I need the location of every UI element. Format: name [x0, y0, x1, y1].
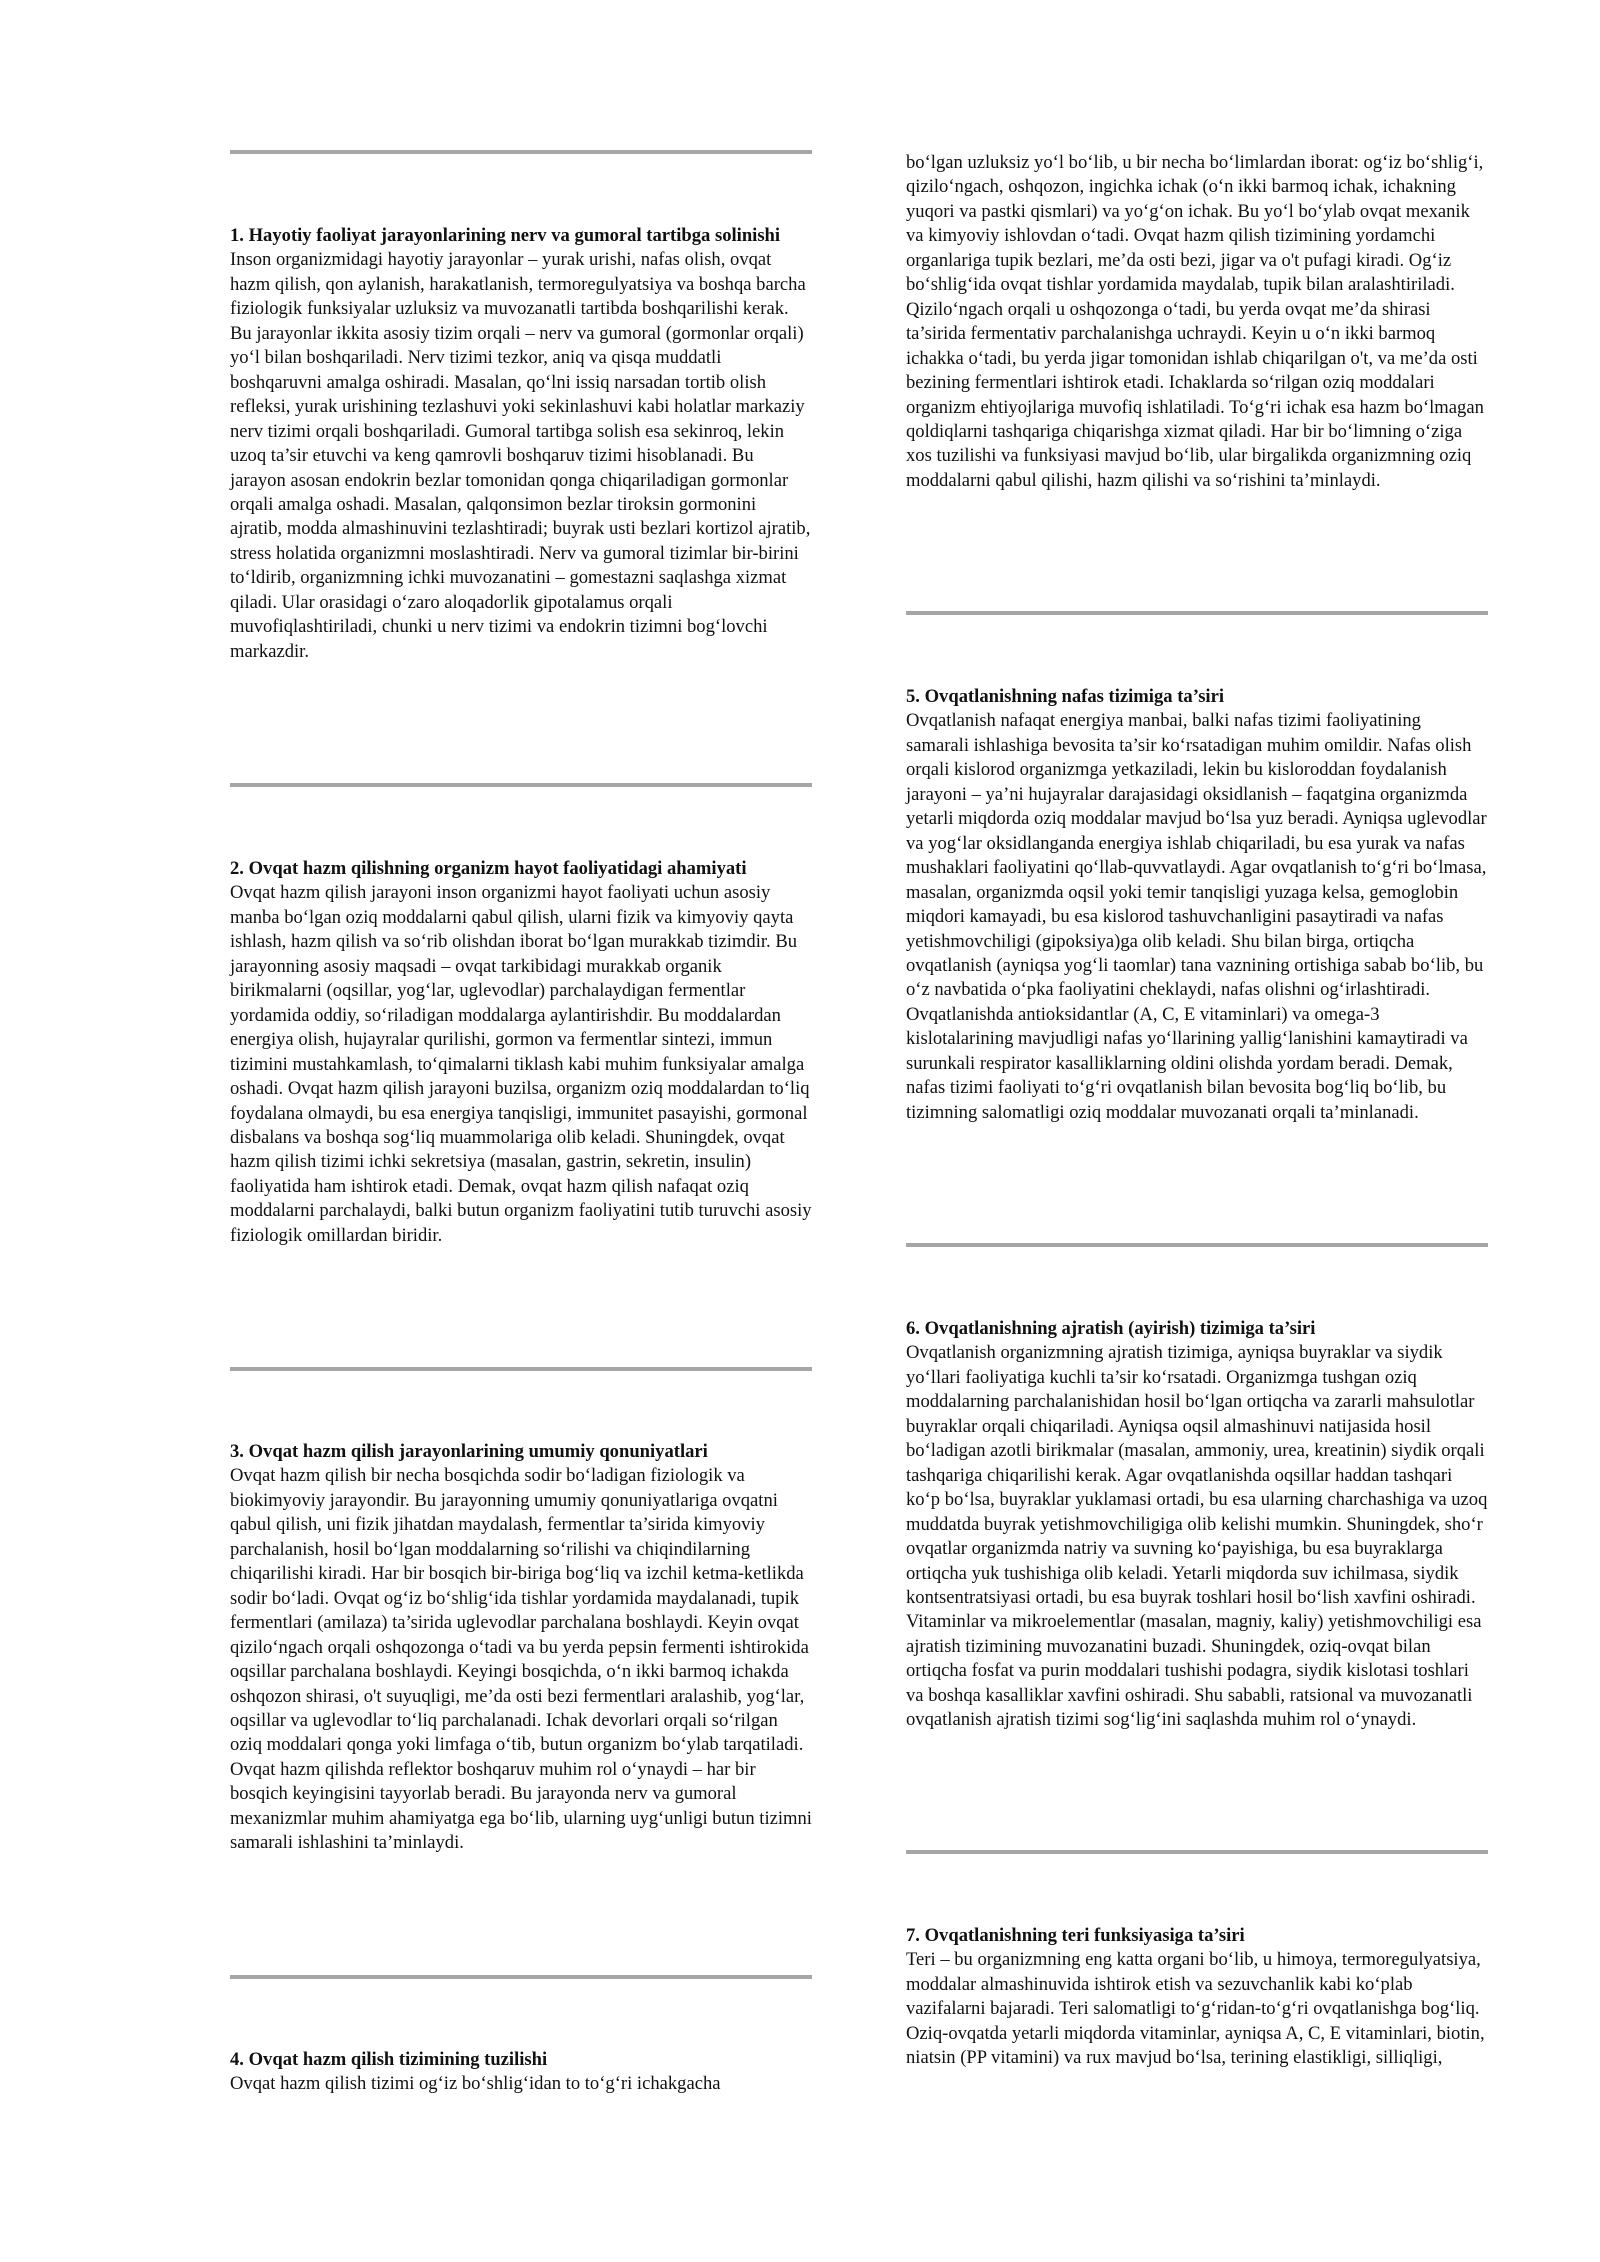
section-title: 5. Ovqatlanishning nafas tizimiga ta’siri — [906, 686, 1225, 707]
section-divider — [906, 1243, 1488, 1247]
section-title: 7. Ovqatlanishning teri funksiyasiga ta’siri — [906, 1925, 1245, 1946]
section-body: Ovqat hazm qilish jarayoni inson organizmi hayot faoliyati uchun asosiy manba bo‘lgan oziq moddalarni qabul qilish, ularni fizik va kimyoviy qayta ishlash, hazm qilish va so‘rib olishdan iborat bo‘lgan murakkab tizimdir. Bu jarayonning asosiy maqsadi – ovqat tarkibidagi murakkab organik birikmalarni (oqsillar, yog‘lar, uglevodlar) parchalaydigan fermentlar yordamida oddiy, so‘riladigan moddalarga aylantirishdir. Bu moddalardan energiya olish, hujayralar qurilishi, gormon va fermentlar sintezi, immun tizimini mustahkamlash, to‘qimalarni tiklash kabi muhim funksiyalar amalga oshadi. Ovqat hazm qilish jarayoni buzilsa, organizm oziq moddalardan to‘liq foydalana olmaydi, bu esa energiya tanqisligi, immunitet pasayishi, gormonal disbalans va boshqa sog‘liq muammolariga olib keladi. Shuningdek, ovqat hazm qilish tizimi ichki sekretsiya (masalan, gastrin, sekretin, insulin) faoliyatida ham ishtirok etadi. Demak, ovqat hazm qilish nafaqat oziq moddalarni parchalaydi, balki butun organizm faoliyatini tutib turuvchi asosiy fiziologik omillardan biridir. — [230, 882, 812, 1246]
section-divider — [906, 611, 1488, 615]
section-4-continued — [906, 151, 1488, 493]
section-5 — [906, 685, 1488, 1125]
section-1 — [230, 224, 812, 664]
section-6 — [906, 1317, 1488, 1733]
section-title: 1. Hayotiy faoliyat jarayonlarining nerv va gumoral tartibga solinishi — [230, 225, 781, 246]
section-body: bo‘lgan uzluksiz yo‘l bo‘lib, u bir necha bo‘limlardan iborat: og‘iz bo‘shlig‘i, qizilo‘ngach, oshqozon, ingichka ichak (o‘n ikki barmoq ichak, ichakning yuqori va pastki qismlari) va yo‘g‘on ichak. Bu yo‘l bo‘ylab ovqat mexanik va kimyoviy ishlovdan o‘tadi. Ovqat hazm qilish tizimining yordamchi organlariga tupik bezlari, me’da osti bezi, jigar va o't pufagi kiradi. Og‘iz bo‘shlig‘ida ovqat tishlar yordamida maydalab, tupik bilan aralashtiriladi. Qizilo‘ngach orqali u oshqozonga o‘tadi, bu yerda ovqat me’da shirasi ta’sirida fermentativ parchalanishga uchraydi. Keyin u o‘n ikki barmoq ichakka o‘tadi, bu yerda jigar tomonidan ishlab chiqarilgan o't, va me’da osti bezining fermentlari ishtirok etadi. Ichaklarda so‘rilgan oziq moddalari organizm ehtiyojlariga muvofiq ishlatiladi. To‘g‘ri ichak esa hazm bo‘lmagan qoldiqlarni tashqariga chiqarishga xizmat qiladi. Har bir bo‘limning o‘ziga xos tuzilishi va funksiyasi mavjud bo‘lib, ular birgalikda organizmning oziq moddalarni qabul qilishi, hazm qilishi va so‘rishini ta’minlaydi. — [906, 152, 1484, 491]
section-divider — [230, 1975, 812, 1979]
section-title: 2. Ovqat hazm qilishning organizm hayot faoliyatidagi ahamiyati — [230, 858, 747, 879]
section-divider — [230, 150, 812, 154]
section-3 — [230, 1440, 812, 1856]
section-body: Teri – bu organizmning eng katta organi bo‘lib, u himoya, termoregulyatsiya, moddalar almashinuvida ishtirok etish va sezuvchanlik kabi ko‘plab vazifalarni bajaradi. Teri salomatligi to‘g‘ridan-to‘g‘ri ovqatlanishga bog‘liq. Oziq-ovqatda yetarli miqdorda vitaminlar, ayniqsa A, C, E vitaminlari, biotin, niatsin (PP vitamini) va rux mavjud bo‘lsa, terining elastikligi, silliqligi, — [906, 1949, 1485, 2069]
section-2 — [230, 857, 812, 1248]
section-7 — [906, 1924, 1488, 2071]
section-divider — [230, 783, 812, 787]
section-body: Ovqatlanish nafaqat energiya manbai, balki nafas tizimi faoliyatining samarali ishlashiga bevosita ta’sir ko‘rsatadigan muhim omildir. Nafas olish orqali kislorod organizmga yetkaziladi, lekin bu kisloroddan foydalanish jarayoni – ya’ni hujayralar darajasidagi oksidlanish – faqatgina organizmda yetarli miqdorda oziq moddalar mavjud bo‘lsa yuz beradi. Ayniqsa uglevodlar va yog‘lar oksidlanganda energiya ishlab chiqariladi, bu esa yurak va nafas mushaklari faoliyatini qo‘llab-quvvatlaydi. Agar ovqatlanish to‘g‘ri bo‘lmasa, masalan, organizmda oqsil yoki temir tanqisligi yuzaga kelsa, gemoglobin miqdori kamayadi, bu esa kislorod tashuvchanligini pasaytiradi va nafas yetishmovchiligi (gipoksiya)ga olib keladi. Shu bilan birga, ortiqcha ovqatlanish (ayniqsa yog‘li taomlar) tana vaznining ortishiga sabab bo‘lib, bu o‘z navbatida o‘pka faoliyatini cheklaydi, nafas olishni og‘irlashtiradi. Ovqatlanishda antioksidantlar (A, C, E vitaminlari) va omega-3 kislotalarining mavjudligi nafas yo‘llarining yallig‘lanishini kamaytiradi va surunkali respirator kasalliklarning oldini olishda yordam beradi. Demak, nafas tizimi faoliyati to‘g‘ri ovqatlanish bilan bevosita bog‘liq bo‘lib, bu tizimning salomatligi oziq moddalar muvozanati orqali ta’minlanadi. — [906, 710, 1487, 1123]
section-body: Ovqatlanish organizmning ajratish tizimiga, ayniqsa buyraklar va siydik yo‘llari faoliyatiga kuchli ta’sir ko‘rsatadi. Organizmga tushgan oziq moddalarning parchalanishidan hosil bo‘lgan ortiqcha va zararli mahsulotlar buyraklar orqali chiqariladi. Ayniqsa oqsil almashinuvi natijasida hosil bo‘ladigan azotli birikmalar (masalan, ammoniy, urea, kreatinin) siydik orqali tashqariga chiqarilishi kerak. Agar ovqatlanishda oqsillar haddan tashqari ko‘p bo‘lsa, buyraklar yuklamasi ortadi, bu esa ularning charchashiga va uzoq muddatda buyrak yetishmovchiligiga olib kelishi mumkin. Shuningdek, sho‘r ovqatlar organizmda natriy va suvning ko‘payishiga, bu esa buyraklarga ortiqcha yuk tushishiga olib keladi. Yetarli miqdorda suv ichilmasa, siydik kontsentratsiyasi ortadi, bu esa buyrak toshlari hosil bo‘lish xavfini oshiradi. Vitaminlar va mikroelementlar (masalan, magniy, kaliy) yetishmovchiligi esa ajratish tizimining muvozanatini buzadi. Shuningdek, oziq-ovqat bilan ortiqcha fosfat va purin moddalari tushishi podagra, siydik kislotasi toshlari va boshqa kasalliklar xavfini oshiradi. Shu sababli, ratsional va muvozanatli ovqatlanish ajratish tizimi sog‘lig‘ini saqlashda muhim rol o‘ynaydi. — [906, 1342, 1488, 1731]
section-title: 6. Ovqatlanishning ajratish (ayirish) tizimiga ta’siri — [906, 1318, 1316, 1339]
section-body: Inson organizmidagi hayotiy jarayonlar – yurak urishi, nafas olish, ovqat hazm qilish, qon aylanish, harakatlanish, termoregulyatsiya va boshqa barcha fiziologik funksiyalar uzluksiz va muvozanatli tartibda boshqarilishi kerak. Bu jarayonlar ikkita asosiy tizim orqali – nerv va gumoral (gormonlar orqali) yo‘l bilan boshqariladi. Nerv tizimi tezkor, aniq va qisqa muddatli boshqaruvni amalga oshiradi. Masalan, qo‘lni issiq narsadan tortib olish refleksi, yurak urishining tezlashuvi yoki sekinlashuvi kabi holatlar markaziy nerv tizimi orqali boshqariladi. Gumoral tartibga solish esa sekinroq, lekin uzoq ta’sir etuvchi va keng qamrovli boshqaruv tizimi hisoblanadi. Bu jarayon asosan endokrin bezlar tomonidan qonga chiqariladigan gormonlar orqali amalga oshadi. Masalan, qalqonsimon bezlar tiroksin gormonini ajratib, modda almashinuvini tezlashtiradi; buyrak usti bezlari kortizol ajratib, stress holatida organizmni moslashtiradi. Nerv va gumoral tizimlar bir-birini to‘ldirib, organizmning ichki muvozanatini – gomestazni saqlashga xizmat qiladi. Ular orasidagi o‘zaro aloqadorlik gipotalamus orqali muvofiqlashtiriladi, chunki u nerv tizimi va endokrin tizimni bog‘lovchi markazdir. — [230, 249, 811, 662]
section-body: Ovqat hazm qilish bir necha bosqichda sodir bo‘ladigan fiziologik va biokimyoviy jarayondir. Bu jarayonning umumiy qonuniyatlariga ovqatni qabul qilish, uni fizik jihatdan maydalash, fermentlar ta’sirida kimyoviy parchalanish, hosil bo‘lgan moddalarning so‘rilishi va chiqindilarning chiqarilishi kiradi. Har bir bosqich bir-biriga bog‘liq va izchil ketma-ketlikda sodir bo‘ladi. Ovqat og‘iz bo‘shlig‘ida tishlar yordamida maydalanadi, tupik fermentlari (amilaza) ta’sirida uglevodlar parchalana boshlaydi. Keyin ovqat qizilo‘ngach orqali oshqozonga o‘tadi va bu yerda pepsin fermenti ishtirokida oqsillar parchalana boshlaydi. Keyingi bosqichda, o‘n ikki barmoq ichakda oshqozon shirasi, o't suyuqligi, me’da osti bezi fermentlari aralashib, yog‘lar, oqsillar va uglevodlar to‘liq parchalanadi. Ichak devorlari orqali so‘rilgan oziq moddalari qonga yoki limfaga o‘tib, butun organizm bo‘ylab tarqatiladi. Ovqat hazm qilishda reflektor boshqaruv muhim rol o‘ynaydi – har bir bosqich keyingisini tayyorlab beradi. Bu jarayonda nerv va gumoral mexanizmlar muhim ahamiyatga ega bo‘lib, ularning uyg‘unligi butun tizimni samarali ishlashini ta’minlaydi. — [230, 1465, 812, 1854]
section-4 — [230, 2048, 812, 2097]
section-title: 4. Ovqat hazm qilish tizimining tuzilishi — [230, 2049, 548, 2070]
section-title: 3. Ovqat hazm qilish jarayonlarining umumiy qonuniyatlari — [230, 1441, 708, 1462]
section-body: Ovqat hazm qilish tizimi og‘iz bo‘shlig‘idan to to‘g‘ri ichakgacha — [230, 2073, 721, 2095]
section-divider — [906, 1850, 1488, 1854]
section-divider — [230, 1367, 812, 1371]
